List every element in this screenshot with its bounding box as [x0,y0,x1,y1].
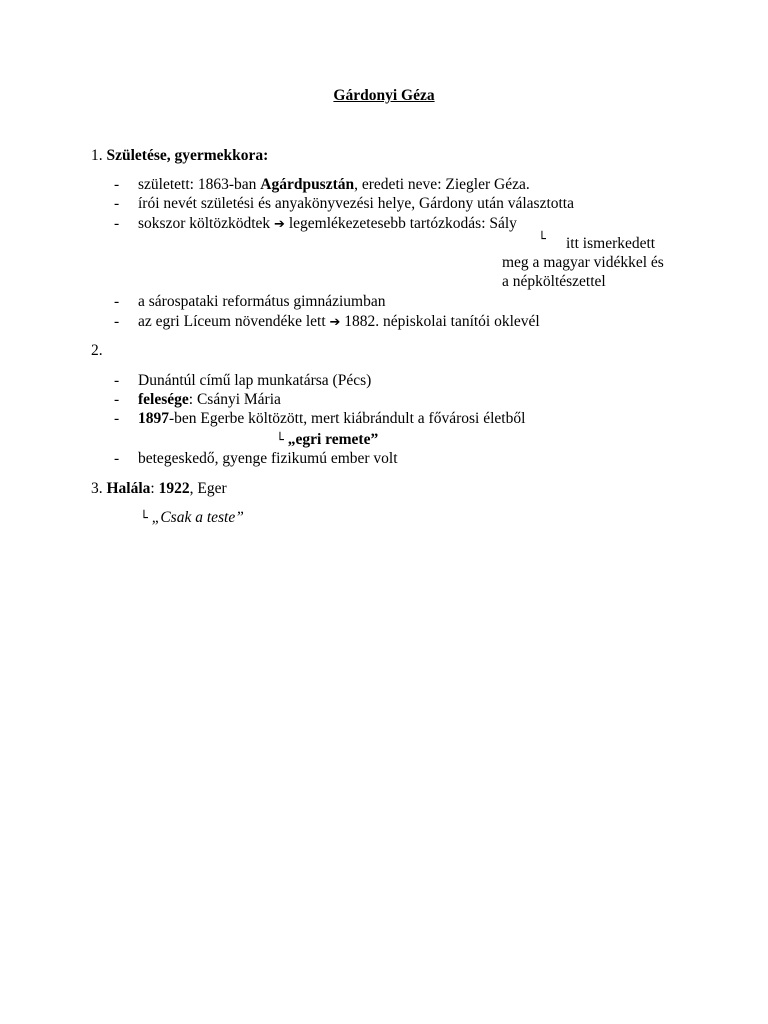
corner-arrow-icon: └ [538,232,546,247]
place-name: Agárdpusztán [260,176,355,193]
bullet-dash: - [114,313,120,330]
bullet-dash: - [114,215,120,232]
quote: „Csak a teste” [151,509,244,526]
section-3-heading: 3. Halála: 1922, Eger [91,480,227,497]
page-title: Gárdonyi Géza [333,87,435,104]
note-line: itt ismerkedett [566,235,656,252]
arrow-icon: ➔ [329,315,341,330]
corner-arrow-icon: └ [140,511,148,526]
nickname: „egri remete” [287,431,379,448]
bullet-dash: - [114,293,120,310]
section-2-heading: 2. [91,342,103,359]
bullet-dash: - [114,391,120,408]
bullet-dash: - [114,410,120,427]
note-line: a népköltészettel [502,273,606,290]
arrow-icon: ➔ [274,217,285,232]
section-1-heading [91,146,268,166]
section-number: 1. [91,147,103,164]
note [140,508,244,529]
bullet-dash: - [114,372,120,389]
bullet-dash: - [114,195,120,212]
section-heading-text: Születése, gyermekkora: [106,147,269,164]
bullet-dash: - [114,450,120,467]
note-line: meg a magyar vidékkel és [502,254,664,271]
section-number: 3. [91,480,103,497]
corner-arrow-icon: └ [276,433,284,448]
note [276,430,378,451]
bullet-dash: - [114,176,120,193]
